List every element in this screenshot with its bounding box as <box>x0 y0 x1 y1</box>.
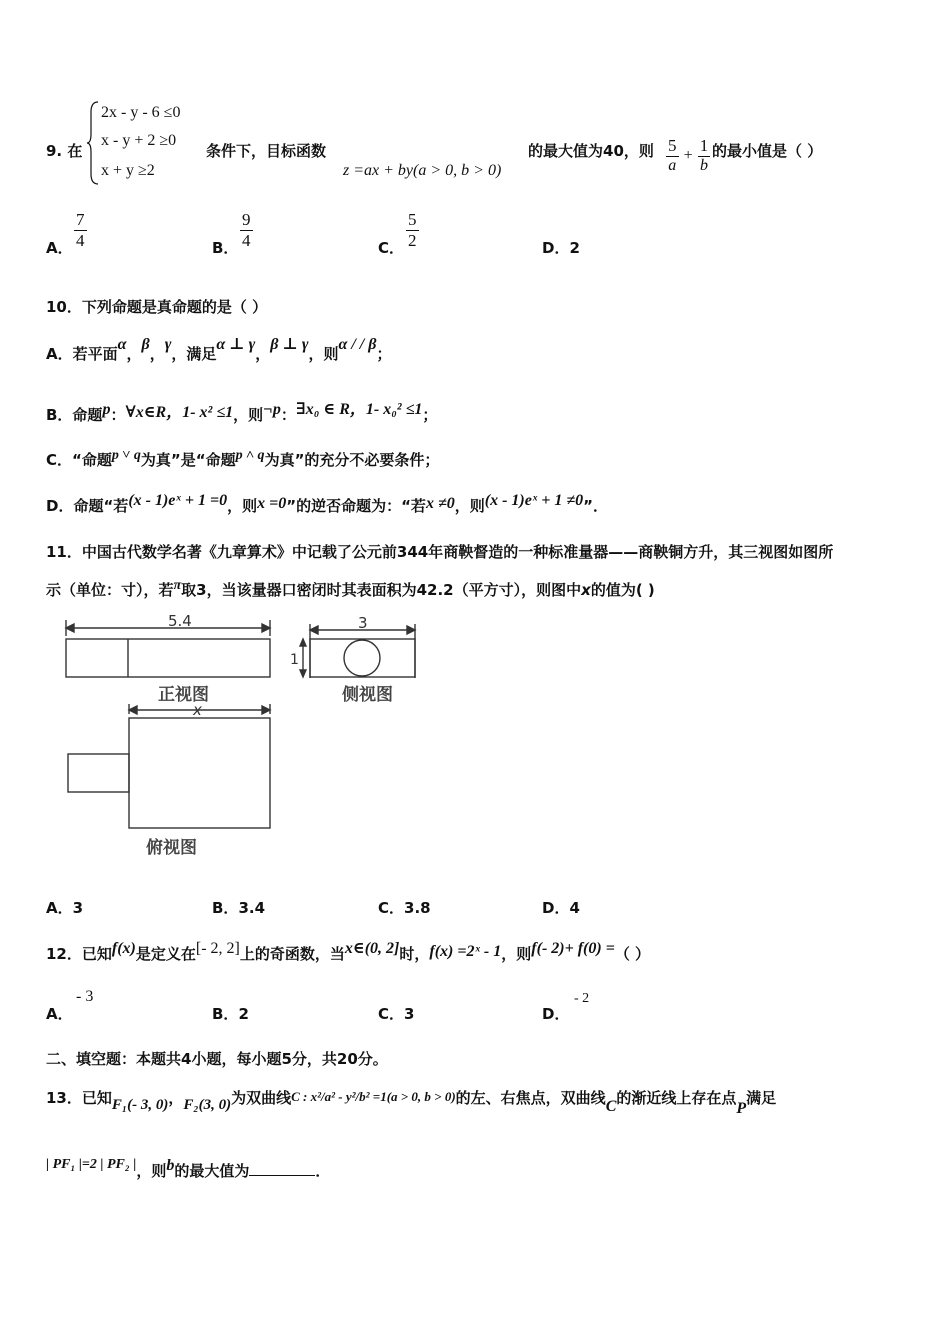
q9-brace <box>86 100 102 186</box>
q9-option-d: D．2 <box>542 239 580 257</box>
q12-option-c: C．3 <box>378 1005 415 1023</box>
q10-option-a: A．若平面α，β，γ，满足α ⊥ γ，β ⊥ γ，则α / / β； <box>46 336 392 363</box>
side-view-rect <box>310 639 415 677</box>
q12-option-b: B．2 <box>212 1005 249 1023</box>
q11-option-b: B．3.4 <box>212 899 266 917</box>
q11-line1: 11．中国古代数学名著《九章算术》中记载了公元前344年商鞅督造的一种标准量器——商鞅铜方升，其三视图如图所 <box>46 543 834 561</box>
q9-plus: + <box>683 146 693 164</box>
section-2-heading: 二、填空题：本题共4小题，每小题5分，共20分。 <box>46 1050 388 1068</box>
front-view-rect <box>66 639 270 677</box>
q9-frac-2: $\frac{1}{b}$ <box>699 136 709 174</box>
q13-answer-blank[interactable] <box>249 1161 315 1176</box>
q10-option-d: D．命题“若(x - 1)eˣ + 1 =0，则x =0”的逆否命题为：“若x ≠0，则(x - 1)eˣ + 1 ≠0”． <box>46 492 609 515</box>
q12-option-a-value: - 3 <box>76 988 94 1005</box>
q13-line1: 13．已知F₁(- 3, 0)，F₂(3, 0)为双曲线C : x²/a² - y²/b² =1(a > 0, b > 0)的左、右焦点，双曲线C的渐近线上存在点P满足 <box>46 1089 777 1117</box>
q9-constraint-3: x + y ≥2 <box>101 162 155 179</box>
q9-option-a-value: $\frac{7}{4}$ <box>76 210 85 250</box>
side-view-label: 侧视图 <box>342 685 393 705</box>
front-view-label: 正视图 <box>158 685 209 705</box>
q9-option-c-label: C． <box>378 239 405 257</box>
q9-tail1: 的最大值为40，则 <box>528 142 654 160</box>
q9-option-a-label: A． <box>46 239 73 257</box>
top-view-handle-rect <box>68 754 129 792</box>
q12-option-d-value: - 2 <box>574 991 590 1006</box>
q10-option-b: B．命题p：∀x∈R，1- x² ≤1，则¬p：∃x₀ ∈ R，1- x₀² ≤1； <box>46 401 438 424</box>
q11-option-a: A．3 <box>46 899 84 917</box>
top-dim-arrow-left <box>129 706 137 714</box>
q12-option-d-label: D． <box>542 1005 570 1023</box>
side-dim-label: 3 <box>358 614 368 632</box>
q9-mid-text: 条件下，目标函数 <box>206 142 327 160</box>
front-dim-arrow-left <box>66 624 74 632</box>
three-view-figure <box>60 612 430 864</box>
q11-line2: 示（单位：寸），若π取3，当该量器口密闭时其表面积为42.2（平方寸），则图中x的值为( ) <box>46 578 655 599</box>
q9-tail2: 的最小值是（ ） <box>712 142 823 160</box>
q10-stem: 10．下列命题是真命题的是（ ） <box>46 298 268 316</box>
side-height-arrow-top <box>300 639 306 646</box>
q9-number: 9. 在 <box>46 142 83 160</box>
side-height-label: 1 <box>290 652 299 668</box>
side-height-arrow-bottom <box>300 670 306 677</box>
q9-expression <box>666 136 710 175</box>
q9-constraint-2: x - y + 2 ≥0 <box>101 132 177 149</box>
q13-line2: | PF₁ |=2 | PF₂ |，则b的最大值为 ． <box>46 1157 331 1180</box>
q9-objective: z =ax + by(a > 0, b > 0) <box>343 162 502 179</box>
side-dim-arrow-left <box>310 626 318 634</box>
q11-option-d: D．4 <box>542 899 580 917</box>
q9-option-c-value: $\frac{5}{2}$ <box>408 210 417 250</box>
top-view-label: 俯视图 <box>146 838 197 858</box>
side-view-circle <box>344 640 380 676</box>
front-dim-label: 5.4 <box>168 612 192 630</box>
top-dim-arrow-right <box>262 706 270 714</box>
front-dim-arrow-right <box>262 624 270 632</box>
q11-option-c: C．3.8 <box>378 899 431 917</box>
top-view-main-rect <box>129 718 270 828</box>
q9-constraint-1: 2x - y - 6 ≤0 <box>101 104 181 121</box>
q12-option-a-label: A． <box>46 1005 73 1023</box>
q10-option-c: C．“命题p ˅ q为真”是“命题p ˄ q为真”的充分不必要条件； <box>46 448 440 469</box>
top-dim-label: x <box>193 701 202 719</box>
q9-option-b-label: B． <box>212 239 239 257</box>
q9-frac-1: $\frac{5}{a}$ <box>668 136 677 174</box>
q9-option-b-value: $\frac{9}{4}$ <box>242 210 251 250</box>
q12-stem: 12．已知f(x)是定义在[- 2, 2]上的奇函数，当x∈(0, 2]时，f(x) =2ˣ - 1，则f(- 2)+ f(0) =（ ） <box>46 940 651 963</box>
side-dim-arrow-right <box>407 626 415 634</box>
